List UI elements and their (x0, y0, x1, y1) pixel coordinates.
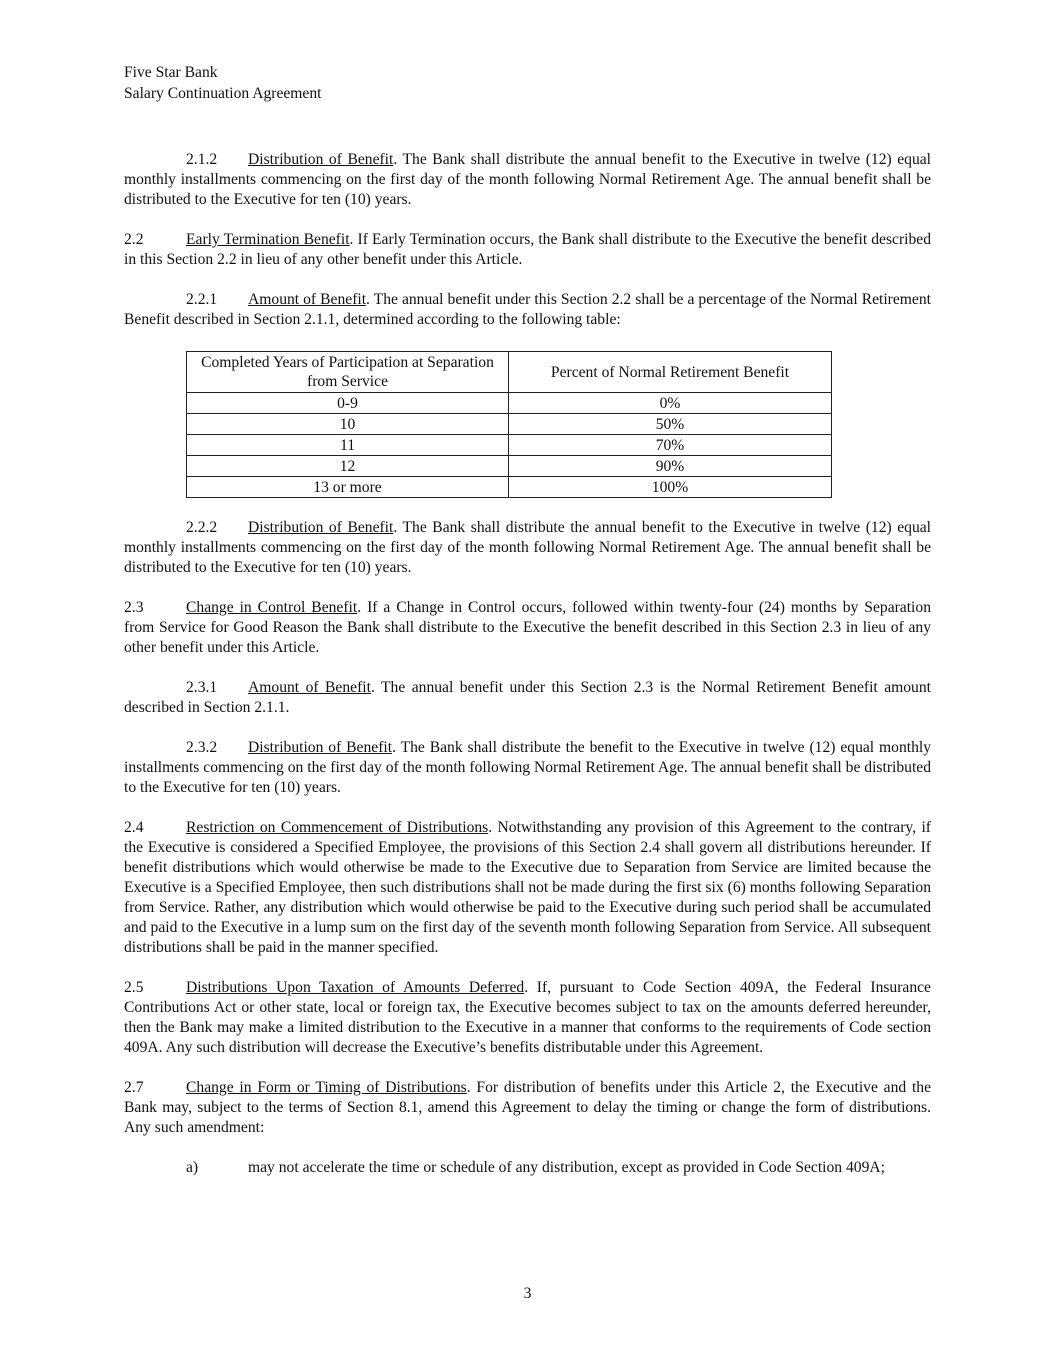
section-body: . Notwithstanding any provision of this Agreement to the contrary, if the Executive is considered a Specified Employee, the provisions of this Section 2.4 shall govern all distributions hereunder. If benefit distributions which would otherwise be made to the Executive due to Separation from Service are limited because the Executive is a Specified Employee, then such distributions shall not be made during the first six (6) months following Separation from Service. Rather, any distribution which would otherwise be paid to the Executive during such period shall be accumulated and paid to the Executive in a lump sum on the first day of the seventh month following Separation from Service. All subsequent distributions shall be paid in the manner specified. (124, 819, 931, 956)
section-2-2-2 (124, 518, 931, 578)
section-body: . The Bank shall distribute the annual benefit to the Executive in twelve (12) equal monthly installments commencing on the first day of the month following Normal Retirement Age. The annual benefit shall be distributed to the Executive for ten (10) years. (124, 151, 931, 208)
benefit-percentage-table (186, 351, 832, 498)
section-title: Distribution of Benefit (248, 151, 394, 168)
section-title: Amount of Benefit (248, 291, 367, 308)
section-2-5 (124, 978, 931, 1058)
page-number: 3 (523, 1285, 532, 1302)
section-number: 2.3.1 (186, 679, 218, 696)
section-title: Distribution of Benefit (248, 739, 393, 756)
section-title: Early Termination Benefit (186, 231, 350, 248)
table-cell-years: 10 (187, 414, 509, 435)
section-title: Distribution of Benefit (248, 519, 394, 536)
table-row (187, 393, 832, 414)
table-row (187, 456, 832, 477)
section-body: . The Bank shall distribute the benefit to the Executive in twelve (12) equal monthly installments commencing on the first day of the month following Normal Retirement Age. The annual benefit shall be distributed to the Executive for ten (10) years. (124, 739, 931, 796)
section-title: Change in Form or Timing of Distributions (186, 1079, 467, 1096)
table-row (187, 414, 832, 435)
table-row (187, 477, 832, 498)
header-bank-name: Five Star Bank (124, 64, 218, 81)
table-row (187, 435, 832, 456)
list-item-body: may not accelerate the time or schedule of any distribution, except as provided in Code Section 409A; (248, 1159, 885, 1176)
table-cell-percent: 70% (509, 435, 832, 456)
section-body: . The Bank shall distribute the annual benefit to the Executive in twelve (12) equal monthly installments commencing on the first day of the month following Normal Retirement Age. The annual benefit shall be distributed to the Executive for ten (10) years. (124, 519, 931, 576)
table-cell-years: 13 or more (187, 477, 509, 498)
section-number: 2.5 (124, 979, 144, 996)
table-header-years: Completed Years of Participation at Separation from Service (187, 352, 509, 393)
list-item-a (124, 1158, 931, 1178)
section-number: 2.7 (124, 1079, 144, 1096)
table-cell-percent: 100% (509, 477, 832, 498)
section-number: 2.2.2 (186, 519, 218, 536)
table-header-row (187, 352, 832, 393)
table-cell-years: 11 (187, 435, 509, 456)
list-item-marker: a) (186, 1159, 199, 1176)
section-title: Distributions Upon Taxation of Amounts Deferred (186, 979, 525, 996)
section-number: 2.3 (124, 599, 144, 616)
table-cell-years: 0-9 (187, 393, 509, 414)
section-number: 2.2 (124, 231, 144, 248)
section-2-4 (124, 818, 931, 958)
table-header-percent: Percent of Normal Retirement Benefit (509, 352, 832, 393)
section-number: 2.2.1 (186, 291, 218, 308)
section-body: . The annual benefit under this Section 2.2 shall be a percentage of the Normal Retirement Benefit described in Section 2.1.1, determined according to the following table: (124, 291, 931, 328)
table-cell-percent: 0% (509, 393, 832, 414)
document-page (124, 62, 931, 1178)
section-2-2-1 (124, 290, 931, 330)
section-body: . If a Change in Control occurs, followed within twenty-four (24) months by Separation from Service for Good Reason the Bank shall distribute to the Executive the benefit described in this Section 2.3 in lieu of any other benefit under this Article. (124, 599, 931, 656)
section-number: 2.3.2 (186, 739, 218, 756)
section-title: Change in Control Benefit (186, 599, 358, 616)
section-2-7 (124, 1078, 931, 1138)
table-cell-years: 12 (187, 456, 509, 477)
section-2-3 (124, 598, 931, 658)
section-number: 2.1.2 (186, 151, 218, 168)
section-2-3-1 (124, 678, 931, 718)
document-header (124, 62, 931, 104)
table-cell-percent: 50% (509, 414, 832, 435)
header-agreement-title: Salary Continuation Agreement (124, 85, 322, 102)
table-cell-percent: 90% (509, 456, 832, 477)
section-2-1-2 (124, 150, 931, 210)
section-2-3-2 (124, 738, 931, 798)
section-title: Amount of Benefit (248, 679, 371, 696)
section-body: . The annual benefit under this Section 2.3 is the Normal Retirement Benefit amount described in Section 2.1.1. (124, 679, 931, 716)
section-number: 2.4 (124, 819, 144, 836)
section-title: Restriction on Commencement of Distributions (186, 819, 489, 836)
section-body: . For distribution of benefits under this Article 2, the Executive and the Bank may, subject to the terms of Section 8.1, amend this Agreement to delay the timing or change the form of distributions. Any such amendment: (124, 1079, 932, 1136)
section-2-2 (124, 230, 931, 270)
section-body: . If Early Termination occurs, the Bank shall distribute to the Executive the benefit described in this Section 2.2 in lieu of any other benefit under this Article. (124, 231, 932, 268)
section-body: . If, pursuant to Code Section 409A, the Federal Insurance Contributions Act or other state, local or foreign tax, the Executive becomes subject to tax on the amounts deferred hereunder, then the Bank may make a limited distribution to the Executive in a manner that conforms to the requirements of Code section 409A. Any such distribution will decrease the Executive’s benefits distributable under this Agreement. (124, 979, 931, 1056)
